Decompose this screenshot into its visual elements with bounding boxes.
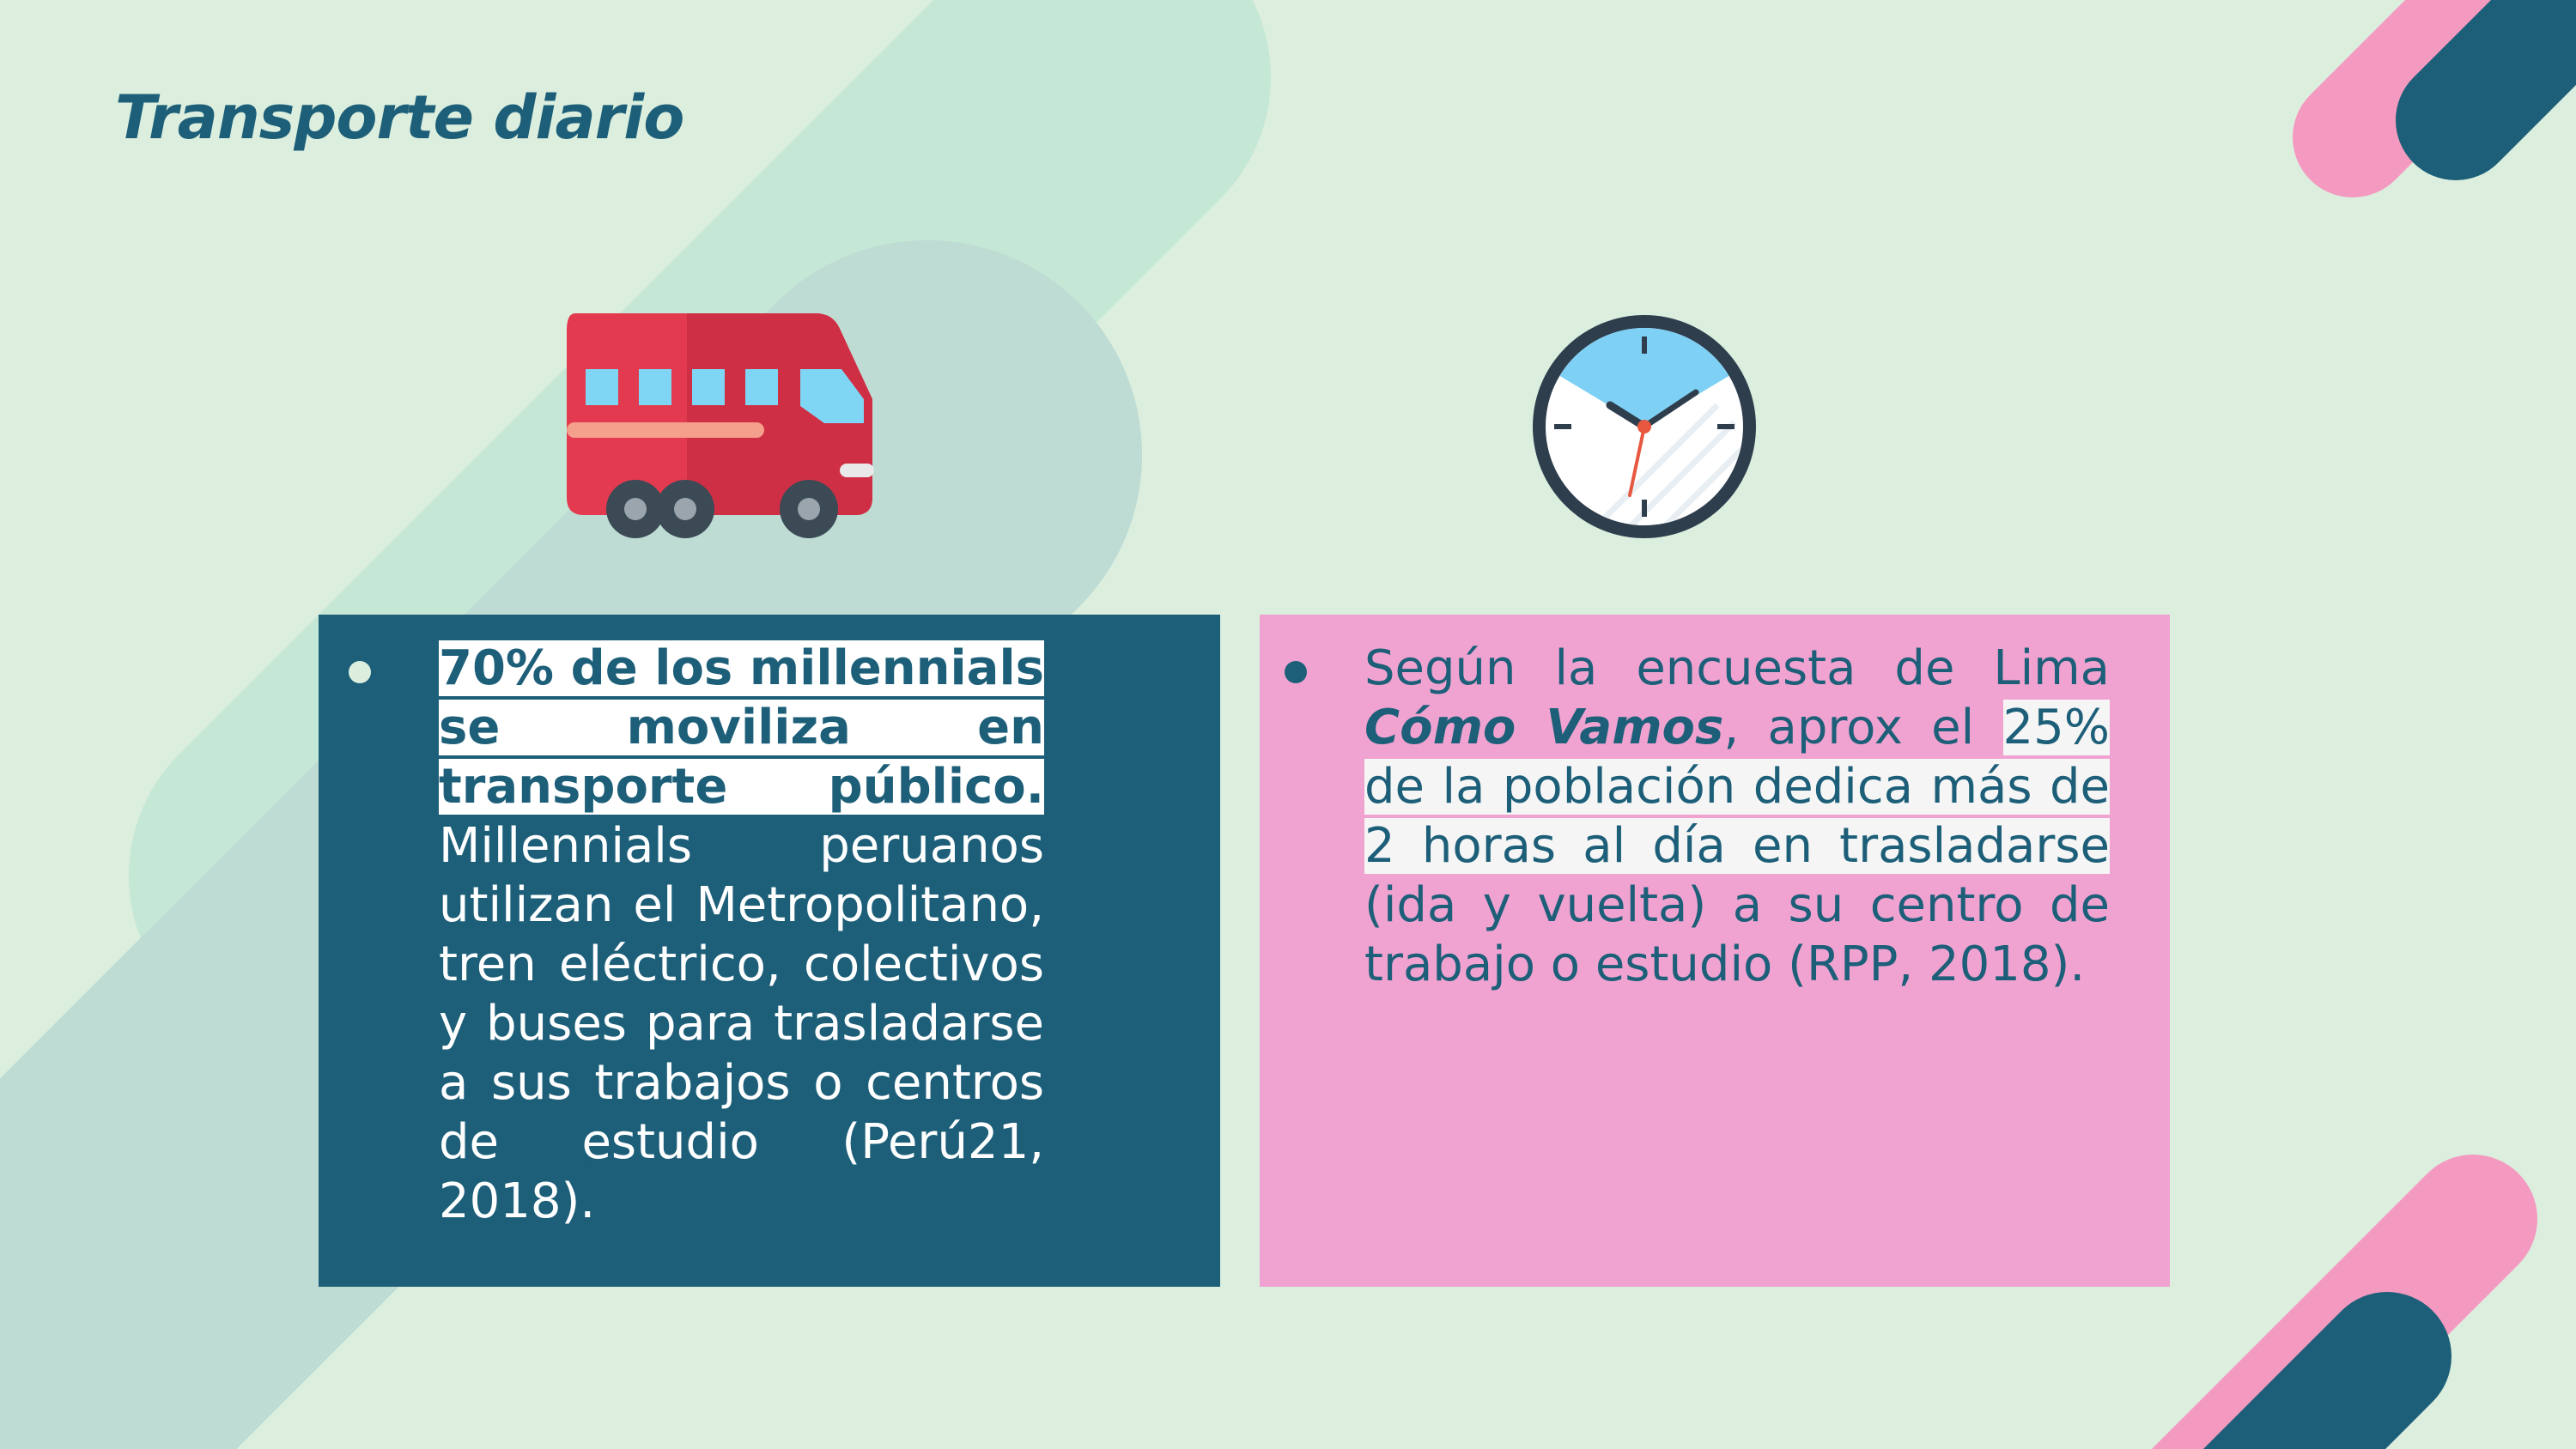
highlighted-statistic: 25% de la población dedica más de 2 horas al día en trasladarse — [1364, 700, 2110, 874]
card-middle-text: , aprox el — [1723, 700, 2003, 755]
millennials-transport-text — [439, 639, 1044, 1231]
card-body-text: Millennials peruanos utilizan el Metropolitano, tren eléctrico, colectivos y buses para trasladarse a sus trabajos o centros de estudio (Perú21, 2018). — [439, 818, 1044, 1229]
bullet-point — [1285, 661, 1307, 683]
commute-time-text — [1364, 639, 2110, 994]
millennials-transport-card — [319, 615, 1220, 1287]
card-body-text: (ida y vuelta) a su centro de trabajo o estudio (RPP, 2018). — [1364, 877, 2110, 992]
bus-icon — [567, 313, 876, 545]
bullet-point — [349, 661, 371, 683]
highlighted-statistic: 70% de los millennials se moviliza en transporte público. — [439, 640, 1044, 815]
commute-time-card — [1260, 615, 2170, 1287]
card-intro-text: Según la encuesta de Lima — [1364, 640, 2110, 696]
clock-icon — [1528, 311, 1760, 543]
source-name: Cómo Vamos — [1364, 700, 1724, 755]
slide-title: Transporte diario — [115, 82, 684, 153]
